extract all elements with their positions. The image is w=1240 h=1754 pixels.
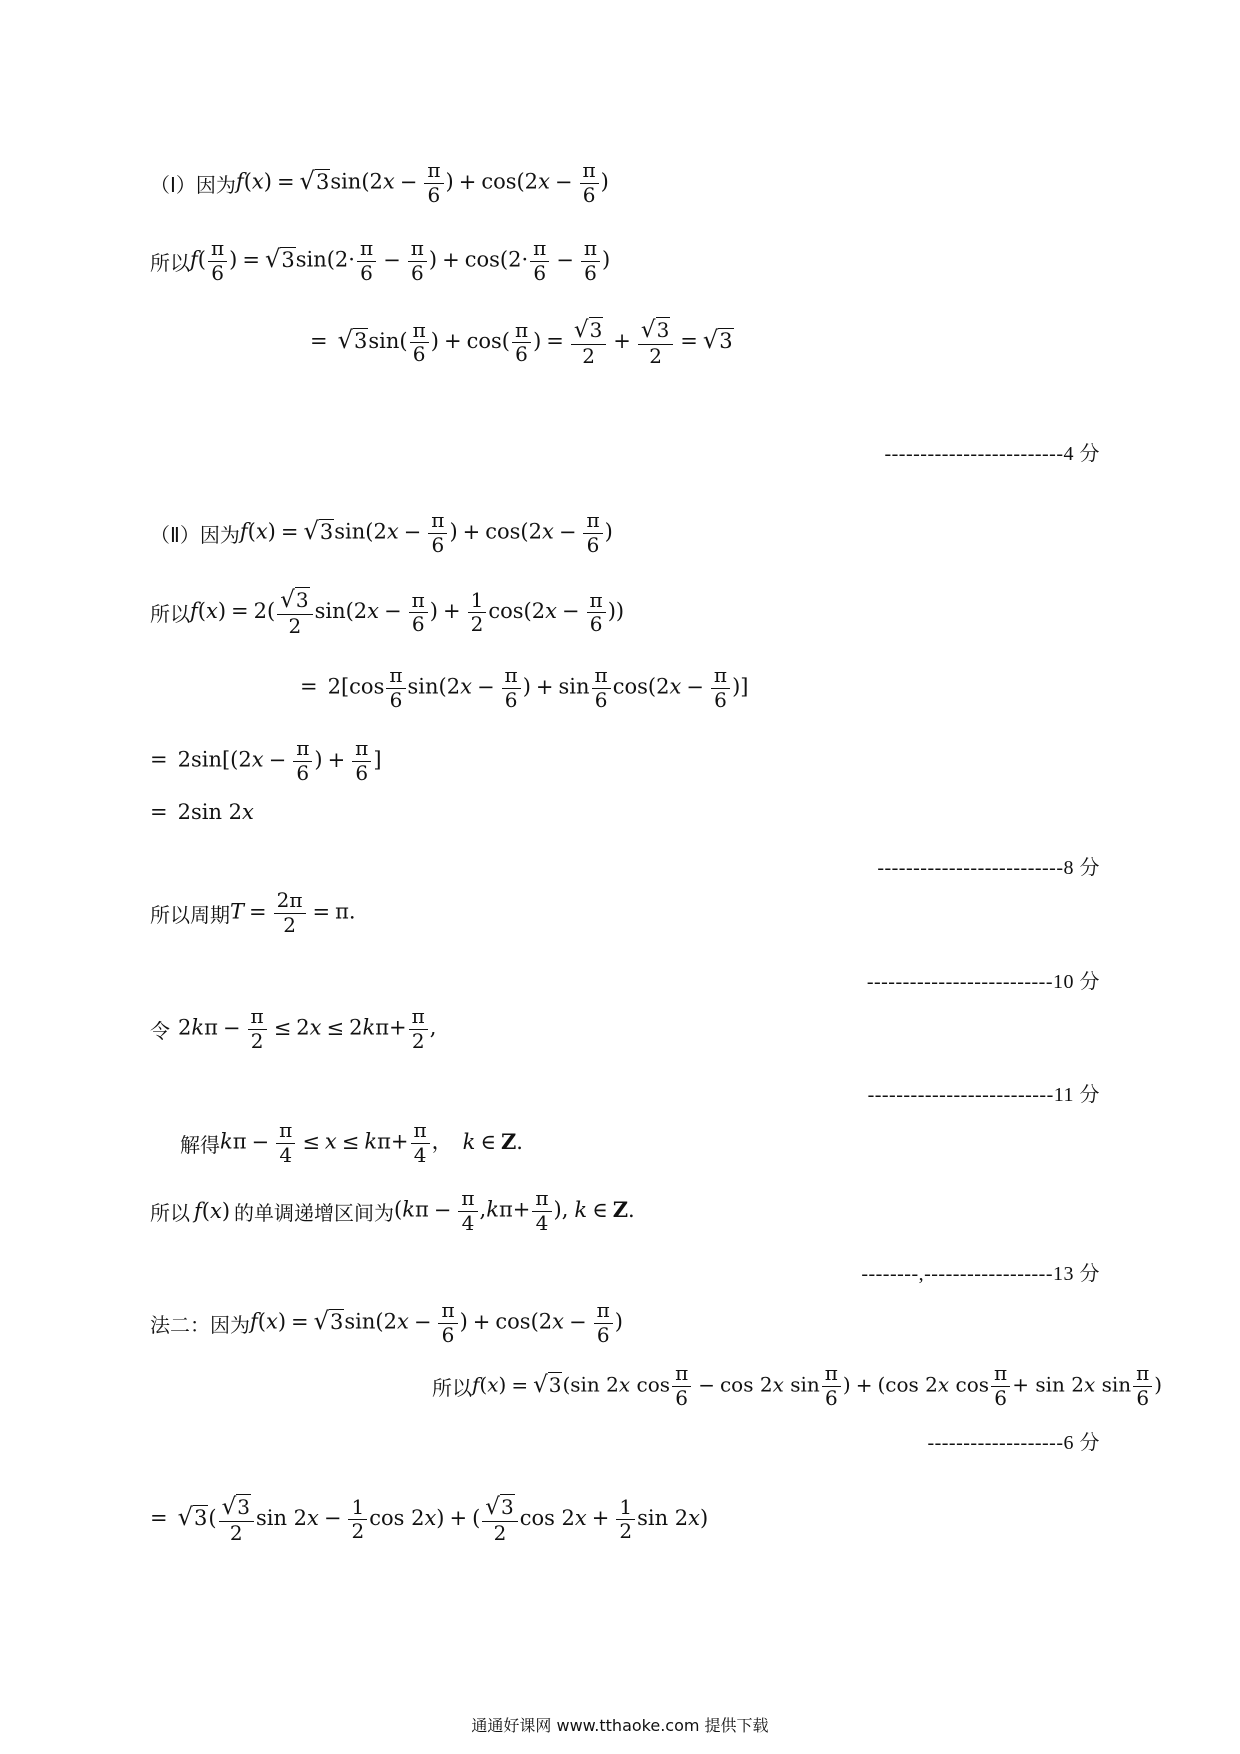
score-8: --------------------------8 分 xyxy=(877,857,1100,879)
formula-period: T = $\frac{2\pi}{2}$ = π. xyxy=(230,888,356,937)
solve-text: 解得 xyxy=(180,1132,220,1157)
score-13: --------,------------------13 分 xyxy=(861,1263,1100,1285)
formula-solution: kπ − $\frac{\pi}{4}$ ≤ x ≤ kπ+ $\frac{\pi}{4}$ ， k ∈ Z. xyxy=(220,1118,523,1167)
interval-line xyxy=(150,1188,635,1234)
part2-step4-line xyxy=(150,800,254,824)
part2-given-line xyxy=(150,510,613,556)
solve-line xyxy=(180,1120,523,1166)
formula-part2-step3: = 2sin[(2x − $\frac{\pi}{6}$ ) + $\frac{\pi}{6}$ ] xyxy=(150,736,382,785)
part1-result-line xyxy=(310,318,734,367)
inequality-line xyxy=(150,1006,436,1052)
score-11: --------------------------11 分 xyxy=(867,1084,1100,1106)
period-line xyxy=(150,890,356,936)
part1-given-line xyxy=(150,160,609,206)
score-10: --------------------------10 分 xyxy=(866,971,1100,993)
part2-step1-line xyxy=(150,588,624,637)
formula-f-pi6: f( $\frac{\pi}{6}$ ) = √3sin(2· $\frac{\pi}{6}$ − $\frac{\pi}{6}$ ) + cos(2· $\frac{\pi}{6}$ − $\frac{\pi}{6}$ ) xyxy=(190,236,611,285)
formula-part2-step2: = 2[cos $\frac{\pi}{6}$ sin(2x − $\frac{\pi}{6}$ ) + sin $\frac{\pi}{6}$ cos(2x − $\frac{\pi}{6}$ )] xyxy=(300,663,749,712)
formula-f-definition: f(x) = √3sin(2x − $\frac{\pi}{6}$ ) + cos(2x − $\frac{\pi}{6}$ ) xyxy=(235,158,609,207)
formula-fx-ref: f(x) xyxy=(194,1199,231,1224)
interval-prefix: 所以 xyxy=(150,1200,190,1225)
part2-step3-line xyxy=(150,738,382,784)
part1-substitution-line xyxy=(150,238,610,284)
formula-f-definition-2: f(x) = √3sin(2x − $\frac{\pi}{6}$ ) + cos(2x − $\frac{\pi}{6}$ ) xyxy=(239,508,613,557)
part2-step2-line xyxy=(300,665,748,711)
method2-expand-line xyxy=(432,1363,1162,1409)
footer-text: 通通好课网 www.tthaoke.com 提供下载 xyxy=(471,1716,769,1735)
method2-so: 所以 xyxy=(432,1375,472,1400)
method2-given-line xyxy=(150,1300,623,1346)
formula-method2-result: = √3( $\frac{√3}{2}$ sin 2x − $\frac{1}{2}$ cos 2x) + ( $\frac{√3}{2}$ cos 2x + $\frac{1}{2}$ sin 2x) xyxy=(150,1494,709,1545)
formula-method2-expand: f(x) = √3(sin 2x cos $\frac{\pi}{6}$ − cos 2x sin $\frac{\pi}{6}$ ) + (cos 2x cos $\frac{\pi}{6}$ + sin 2x sin $\frac{\pi}{6}$ ) xyxy=(472,1361,1163,1410)
ling-text: 令 xyxy=(150,1018,170,1043)
score-6: -------------------6 分 xyxy=(927,1432,1100,1454)
formula-part2-step1: f(x) = 2( $\frac{√3}{2}$ sin(2x − $\frac{\pi}{6}$ ) + $\frac{1}{2}$ cos(2x − $\frac{\pi}{6}$ )) xyxy=(190,587,625,638)
formula-f-pi6-result: = √3sin( $\frac{\pi}{6}$ ) + cos( $\frac{\pi}{6}$ ) = $\frac{√3}{2}$ + $\frac{√3}{2}$ = √3 xyxy=(310,317,733,368)
part1-so: 所以 xyxy=(150,250,190,275)
interval-middle: 的单调递增区间为 xyxy=(234,1200,395,1225)
method2-label: 法二：因为 xyxy=(150,1312,250,1337)
formula-part2-step4: = 2sin 2x xyxy=(150,800,254,824)
period-text: 所以周期 xyxy=(150,902,230,927)
score-4: -------------------------4 分 xyxy=(884,443,1100,465)
formula-interval: (kπ − $\frac{\pi}{4}$ ,kπ+ $\frac{\pi}{4}$ ), k ∈ Z. xyxy=(394,1186,635,1235)
part2-so: 所以 xyxy=(150,602,190,627)
part1-label: （Ⅰ）因为 xyxy=(150,172,236,197)
formula-f-definition-3: f(x) = √3sin(2x − $\frac{\pi}{6}$ ) + cos(2x − $\frac{\pi}{6}$ ) xyxy=(250,1298,623,1347)
part2-label: （Ⅱ）因为 xyxy=(150,522,240,547)
method2-result-line xyxy=(150,1495,708,1544)
formula-inequality: 2kπ − $\frac{\pi}{2}$ ≤ 2x ≤ 2kπ+ $\frac{\pi}{2}$ , xyxy=(178,1004,437,1053)
